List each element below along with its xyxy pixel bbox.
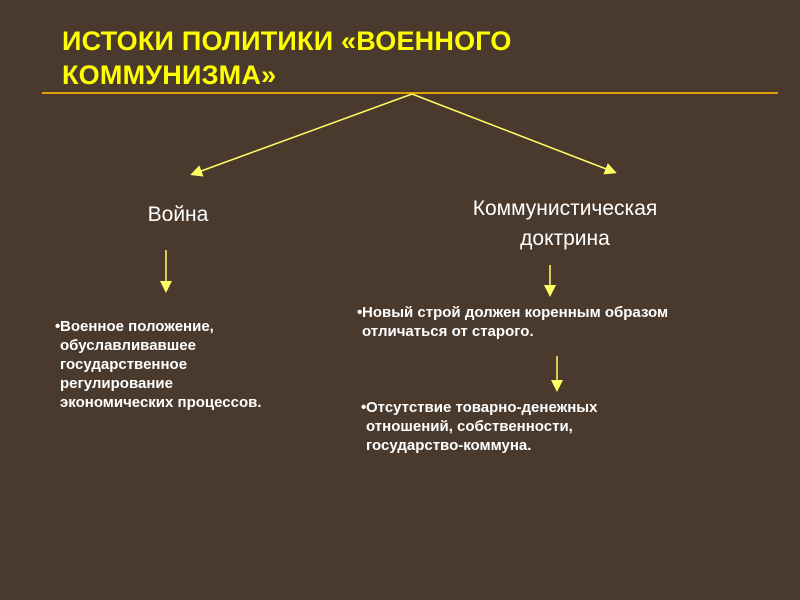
item-line: государственное bbox=[60, 356, 188, 373]
category-doctrine-label-line1: Коммунистическая bbox=[472, 197, 658, 220]
doctrine-item-no-money bbox=[361, 398, 726, 455]
item-line: экономических процессов. bbox=[60, 394, 262, 411]
slide-title bbox=[62, 24, 762, 92]
item-line: государство-коммуна. bbox=[366, 437, 532, 454]
item-line: обуславливавшее bbox=[60, 337, 196, 354]
category-doctrine bbox=[410, 194, 720, 254]
item-line: Отсутствие товарно-денежных bbox=[366, 399, 598, 416]
item-line: Новый строй должен коренным образом bbox=[362, 304, 669, 321]
bullet: • bbox=[361, 399, 367, 416]
item-line: отношений, собственности, bbox=[366, 418, 573, 435]
category-war-label: Война bbox=[147, 203, 209, 226]
arrow-to-doctrine bbox=[412, 94, 614, 172]
item-line: отличаться от старого. bbox=[362, 323, 534, 340]
item-line: Военное положение, bbox=[60, 318, 214, 335]
item-line: регулирование bbox=[60, 375, 173, 392]
category-doctrine-label-line2: доктрина bbox=[520, 227, 610, 250]
category-war bbox=[118, 200, 238, 230]
slide-title-line1: ИСТОКИ ПОЛИТИКИ «ВОЕННОГО bbox=[62, 26, 512, 56]
bullet: • bbox=[357, 304, 363, 321]
doctrine-item-new-system bbox=[357, 303, 792, 341]
bullet: • bbox=[55, 318, 61, 335]
arrow-to-war bbox=[193, 94, 412, 174]
slide-title-line2: КОММУНИЗМА» bbox=[62, 60, 277, 90]
war-item-martial-law bbox=[55, 317, 350, 412]
